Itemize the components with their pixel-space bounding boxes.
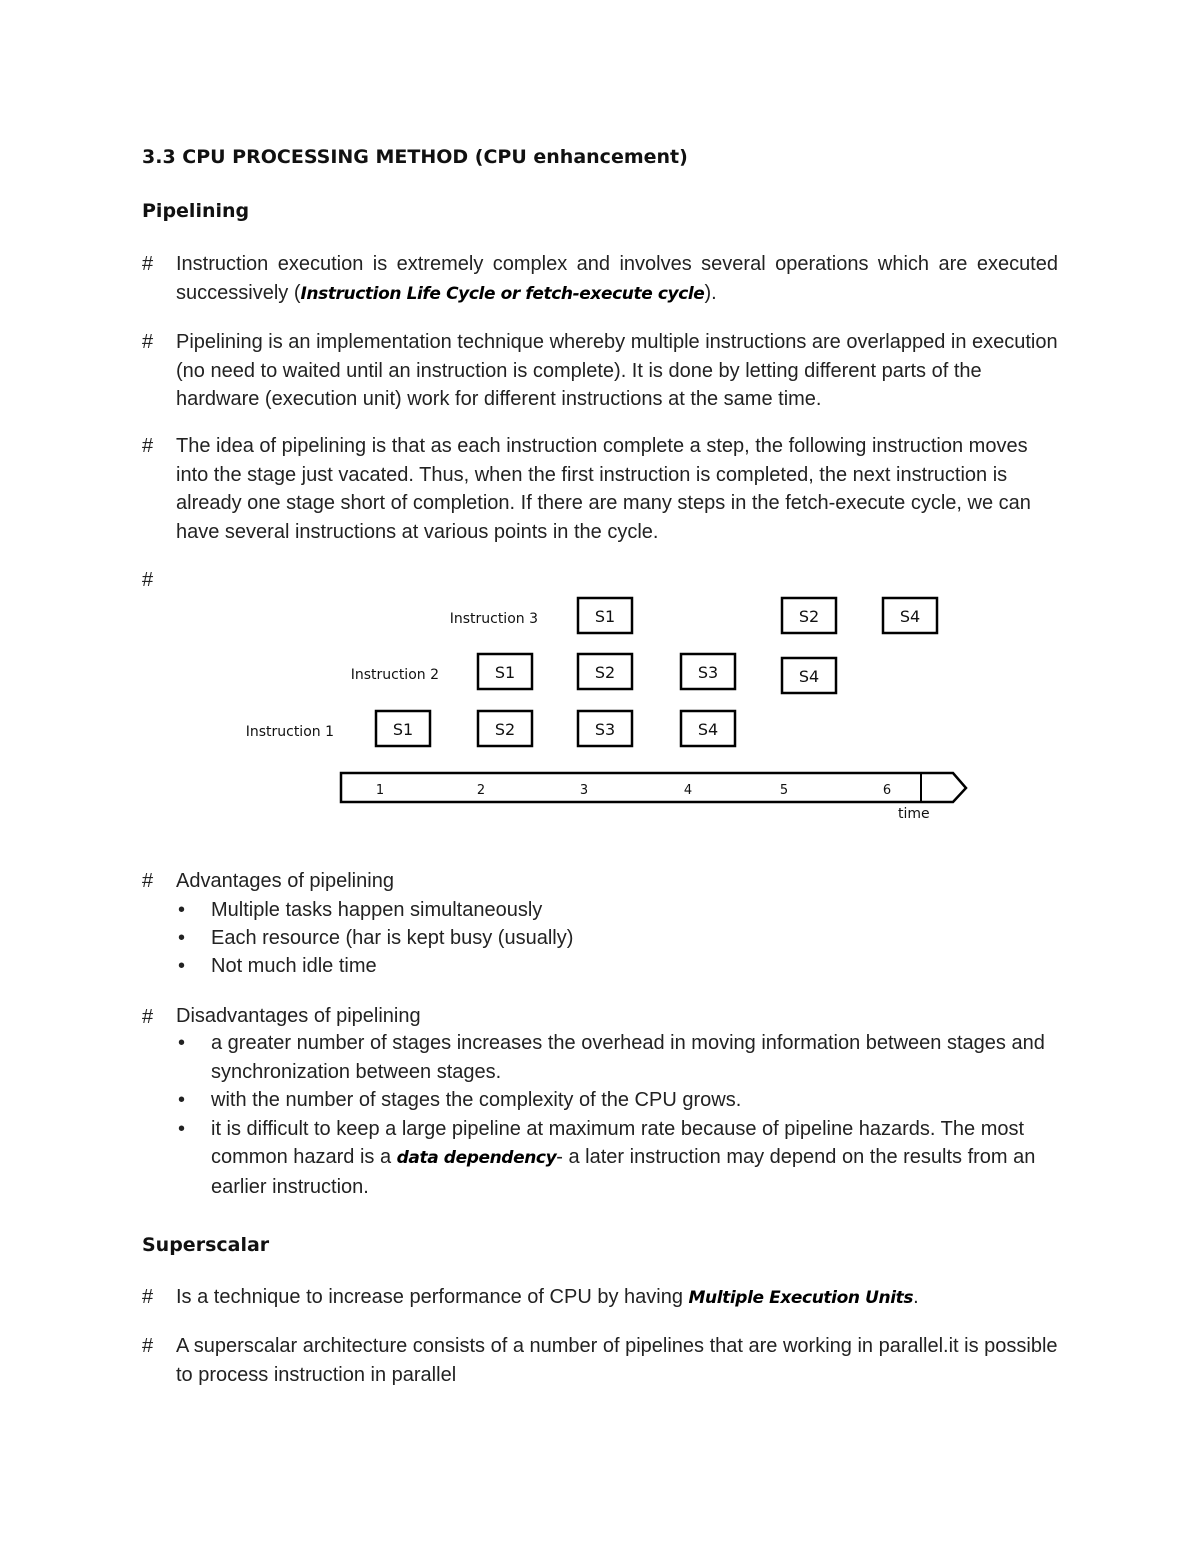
hash-marker: # (142, 253, 154, 275)
hash-marker: # (142, 1286, 154, 1308)
text-run: Instruction execution is extremely complex and involves several operations which are executed successively ( (176, 253, 1058, 304)
list-item-text: a greater number of stages increases the overhead in moving information between stages and synchronization between stages. (211, 1032, 1045, 1083)
time-axis-label: time (898, 806, 930, 822)
list-item (142, 1115, 1058, 1202)
stage-label: S1 (594, 607, 616, 626)
stage-label: S3 (594, 720, 616, 739)
section-title: 3.3 CPU PROCESSING METHOD (CPU enhancement) (142, 146, 688, 168)
list-item (142, 952, 1058, 980)
hash-marker: # (142, 870, 154, 892)
stage-label: S4 (697, 720, 719, 739)
emphasis-multiple-execution-units: Multiple Execution Units (688, 1288, 914, 1308)
bullet-glyph: • (178, 926, 186, 949)
time-tick-label: 3 (579, 783, 589, 798)
text-run: - a later instruction may depend on the results from an earlier instruction. (211, 1146, 1036, 1198)
paragraph-superscalar-definition (142, 1283, 1058, 1313)
hash-marker: # (142, 1006, 154, 1028)
advantages-section (142, 867, 1058, 980)
stage-label: S2 (494, 720, 516, 739)
hash-marker: # (142, 569, 154, 591)
disadvantages-section (142, 1003, 1058, 1201)
stage-label: S2 (594, 663, 616, 682)
list-item-text: with the number of stages the complexity of the CPU grows. (211, 1089, 742, 1111)
time-tick-label: 5 (779, 783, 789, 798)
list-item-text: Multiple tasks happen simultaneously (211, 898, 543, 921)
disadvantages-title: Disadvantages of pipelining (176, 1005, 421, 1027)
instruction-label: Instruction 1 (245, 724, 334, 740)
text-run: Is a technique to increase performance of CPU by having (176, 1286, 689, 1308)
list-item-text: Each resource (har is kept busy (usually) (211, 926, 574, 949)
paragraph-text: The idea of pipelining is that as each instruction complete a step, the following instruction moves into the stage just vacated. Thus, when the first instruction is completed, the next instruction is already one stage short of completion. If there are many steps in the fetch-execute cycle, we can have several instructions at various points in the cycle. (176, 435, 1031, 543)
superscalar-heading: Superscalar (142, 1234, 270, 1256)
bullet-glyph: • (178, 898, 186, 921)
list-item (142, 896, 1058, 924)
text-run: it is difficult to keep a large pipeline at maximum rate because of pipeline hazards. The most common hazard is a (211, 1117, 1025, 1168)
stage-label: S4 (899, 607, 921, 626)
list-item-text: Not much idle time (211, 954, 377, 977)
advantages-title: Advantages of pipelining (176, 870, 394, 892)
text-run: ). (704, 281, 717, 304)
timeline-arrow (341, 773, 966, 802)
stage-label: S4 (798, 667, 820, 686)
emphasis-data-dependency: data dependency (396, 1148, 557, 1168)
list-item (142, 1086, 1058, 1115)
time-tick-label: 2 (476, 783, 486, 798)
paragraph-text: A superscalar architecture consists of a number of pipelines that are working in parallel.it is possible to process instruction in parallel (176, 1335, 1058, 1386)
paragraph-superscalar-architecture (142, 1332, 1058, 1389)
stage-label: S3 (697, 663, 719, 682)
disadvantages-list (142, 1029, 1058, 1201)
time-tick-label: 4 (683, 783, 693, 798)
hash-marker: # (142, 1335, 154, 1357)
bullet-glyph: • (178, 1032, 186, 1054)
instruction-label: Instruction 2 (350, 667, 439, 683)
stage-label: S1 (392, 720, 414, 739)
instruction-label: Instruction 3 (449, 611, 538, 627)
hash-marker: # (142, 331, 154, 353)
bullet-glyph: • (178, 1117, 186, 1140)
time-tick-label: 6 (882, 783, 892, 798)
emphasis-instruction-life-cycle: Instruction Life Cycle or fetch-execute cycle (300, 283, 705, 304)
paragraph-text: Pipelining is an implementation technique whereby multiple instructions are overlapped in execution (no need to waited until an instruction is complete). It is done by letting different parts of the hardware (execution unit) work for different instructions at the same time. (176, 331, 1058, 410)
time-tick-label: 1 (375, 783, 385, 798)
list-item (142, 924, 1058, 952)
bullet-glyph: • (178, 954, 186, 977)
stage-label: S2 (798, 607, 820, 626)
hash-marker: # (142, 435, 154, 457)
list-item (142, 1029, 1058, 1086)
pipelining-heading: Pipelining (142, 200, 250, 222)
bullet-glyph: • (178, 1089, 186, 1111)
advantages-list (142, 896, 1058, 980)
text-run: . (913, 1286, 919, 1308)
stage-label: S1 (494, 663, 516, 682)
